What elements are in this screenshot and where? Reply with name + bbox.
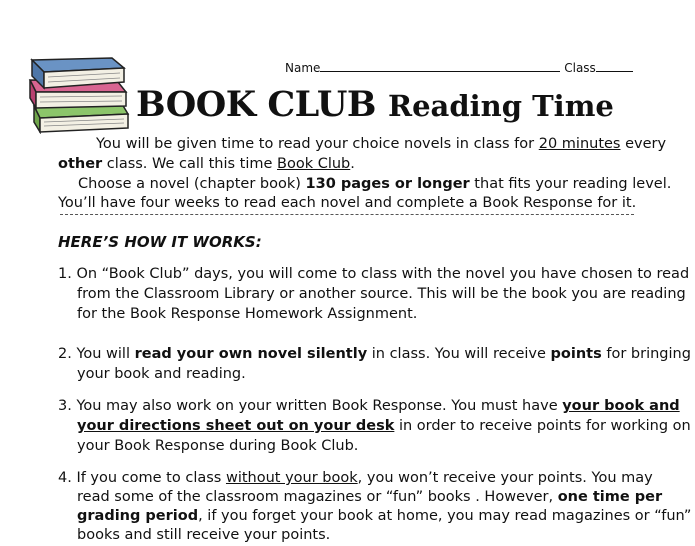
section-heading: HERE’S HOW IT WORKS: <box>58 233 262 251</box>
class-blank[interactable] <box>596 61 633 72</box>
item-1-line-1: 1. On “Book Club” days, you will come to class with the novel you have chosen to read <box>58 266 690 282</box>
blue-book-icon <box>32 58 124 88</box>
title-reading-time: Reading Time <box>388 89 614 123</box>
intro-line-4: You’ll have four weeks to read each novel and complete a Book Response for it. <box>58 195 637 211</box>
intro-line-3: Choose a novel (chapter book) 130 pages or longer that fits your reading level. <box>78 176 672 192</box>
dashed-divider <box>60 214 634 215</box>
intro-line-2: other class. We call this time Book Club. <box>58 156 355 172</box>
books-stack-icon <box>28 56 132 134</box>
item-3-line-2: your directions sheet out on your desk in order to receive points for working on <box>77 418 691 434</box>
item-2-line-2: your book and reading. <box>77 366 246 382</box>
item-1-line-2: from the Classroom Library or another source. This will be the book you are reading <box>77 286 686 302</box>
name-blank[interactable] <box>320 61 560 72</box>
item-4-line-2: read some of the classroom magazines or “fun” books . However, one time per <box>77 489 663 505</box>
intro-line-1: You will be given time to read your choice novels in class for 20 minutes every <box>96 136 667 152</box>
item-3-line-1: 3. You may also work on your written Book Response. You must have your book and <box>58 398 680 414</box>
name-label: Name <box>285 61 321 75</box>
item-2-line-1: 2. You will read your own novel silently in class. You will receive points for bringing <box>58 346 691 362</box>
item-4-line-4: books and still receive your points. <box>77 527 331 543</box>
title-book-club: BOOK CLUB <box>136 84 376 125</box>
name-class-line <box>285 61 633 75</box>
item-1-line-3: for the Book Response Homework Assignment. <box>77 306 418 322</box>
item-4-line-3: grading period, if you forget your book at home, you may read magazines or “fun” <box>77 508 692 524</box>
class-label: Class <box>564 61 596 75</box>
item-3-line-3: your Book Response during Book Club. <box>77 438 359 454</box>
item-4-line-1: 4. If you come to class without your book, you won’t receive your points. You may <box>58 470 653 486</box>
